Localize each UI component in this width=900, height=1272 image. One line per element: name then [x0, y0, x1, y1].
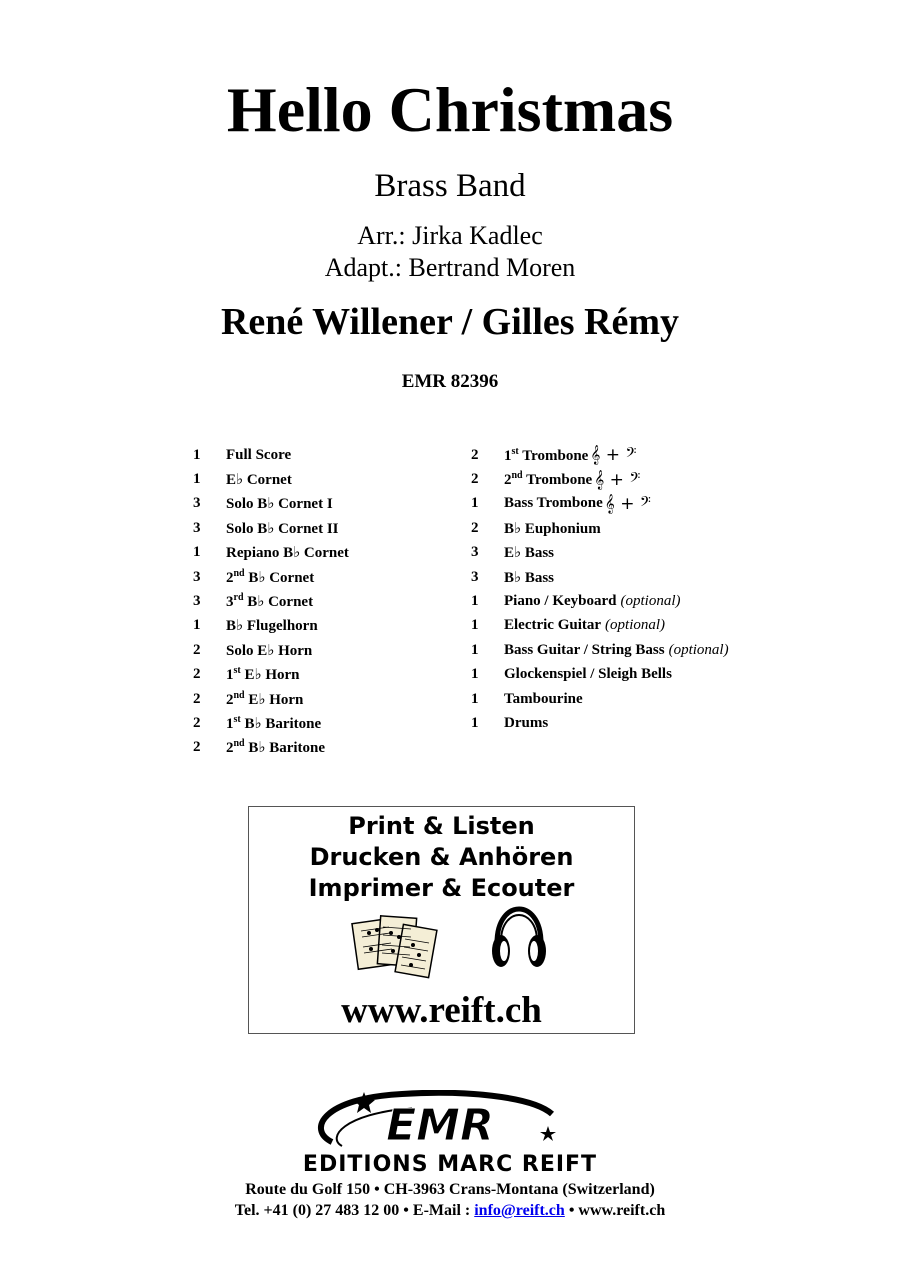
part-item [471, 589, 729, 613]
part-ordinal: 1 [226, 667, 234, 684]
part-quantity: 1 [471, 593, 479, 610]
part-ordinal: 2 [504, 472, 512, 489]
part-quantity: 1 [471, 495, 479, 512]
adapter-credit: Adapt.: Bertrand Moren [324, 253, 576, 282]
composers: René Willener / Gilles Rémy [220, 301, 680, 343]
part-item [193, 711, 349, 735]
part-quantity: 2 [193, 739, 201, 756]
clef-icon: 𝄞 + 𝄢 [604, 493, 651, 514]
arranger-credit: Arr.: Jirka Kadlec [357, 221, 543, 250]
optional-note: (optional) [668, 641, 729, 658]
part-name [226, 592, 313, 611]
part-quantity: 3 [193, 495, 201, 512]
part-name [226, 447, 291, 464]
part-item [193, 492, 349, 516]
part-name [504, 691, 583, 708]
part-item [193, 516, 349, 540]
part-label: Electric Guitar [504, 617, 602, 634]
part-item [471, 687, 729, 711]
part-quantity: 3 [193, 519, 201, 536]
print-listen-box [248, 806, 635, 1034]
part-name [226, 543, 349, 562]
part-item [471, 663, 729, 687]
part-name [504, 642, 665, 659]
promo-line-imprimer: Imprimer & Ecouter [308, 874, 575, 902]
ensemble-subtitle: Brass Band [374, 168, 526, 204]
part-quantity: 2 [193, 714, 201, 731]
part-name [504, 495, 603, 512]
part-label: Trombone [518, 447, 589, 464]
publisher-contact [0, 1201, 900, 1221]
promo-line-print-listen: Print & Listen [348, 812, 535, 840]
part-ordinal: 1 [504, 447, 512, 464]
part-item [471, 443, 729, 467]
contact-phone: Tel. +41 (0) 27 483 12 00 • E-Mail : [234, 1202, 475, 1219]
part-quantity: 3 [193, 568, 201, 585]
part-item [471, 492, 729, 516]
part-name [504, 593, 617, 610]
part-ordinal-suffix: nd [233, 567, 245, 579]
parts-list-right [471, 443, 729, 736]
part-name [226, 714, 321, 733]
part-quantity: 1 [193, 617, 201, 634]
part-item [471, 541, 729, 565]
contact-website: • www.reift.ch [564, 1202, 666, 1219]
part-ordinal-suffix: rd [233, 592, 244, 604]
part-quantity: 2 [471, 446, 479, 463]
part-ordinal-suffix: nd [511, 470, 523, 482]
part-item [193, 443, 349, 467]
part-name [226, 665, 299, 684]
part-quantity: 1 [471, 690, 479, 707]
clef-icon: 𝄞 + 𝄢 [590, 445, 637, 466]
email-link[interactable]: info@reift.ch [474, 1202, 565, 1219]
part-name [504, 446, 588, 465]
part-quantity: 3 [471, 544, 479, 561]
part-ordinal: 1 [226, 715, 234, 732]
part-label: E♭ Bass [504, 545, 555, 562]
part-quantity: 1 [471, 641, 479, 658]
part-name [504, 519, 601, 538]
part-label: B♭ Bass [504, 569, 555, 586]
part-name [226, 568, 314, 587]
part-label: B♭ Euphonium [504, 520, 601, 537]
part-name [226, 494, 333, 513]
part-ordinal: 2 [226, 569, 234, 586]
part-quantity: 1 [471, 714, 479, 731]
part-item [471, 516, 729, 540]
part-label: B♭ Cornet [244, 569, 315, 586]
headphones-icon [489, 905, 549, 971]
part-label: Tambourine [504, 690, 583, 707]
catalog-number: EMR 82396 [401, 371, 499, 392]
part-label: B♭ Baritone [244, 740, 326, 757]
part-quantity: 1 [193, 544, 201, 561]
part-name [226, 616, 318, 635]
clef-icon: 𝄞 + 𝄢 [594, 469, 641, 490]
part-quantity: 1 [471, 666, 479, 683]
part-item [471, 638, 729, 662]
part-item [193, 687, 349, 711]
part-name [226, 641, 312, 660]
promo-line-drucken: Drucken & Anhören [309, 843, 574, 871]
optional-note: (optional) [605, 617, 666, 634]
part-ordinal: 2 [226, 691, 234, 708]
part-quantity: 3 [471, 568, 479, 585]
part-item [471, 711, 729, 735]
part-label: Bass Trombone [504, 495, 603, 512]
part-ordinal-suffix: st [233, 713, 241, 725]
part-label: Bass Guitar / String Bass [504, 641, 665, 658]
part-label: Full Score [226, 446, 292, 463]
part-quantity: 2 [193, 666, 201, 683]
part-label: E♭ Cornet [226, 472, 292, 489]
part-name [226, 519, 339, 538]
part-item [471, 614, 729, 638]
publisher-address: Route du Golf 150 • CH-3963 Crans-Montana (Switzerland) [245, 1181, 655, 1198]
part-item [193, 614, 349, 638]
part-name [504, 666, 672, 683]
part-label: Glockenspiel / Sleigh Bells [504, 666, 672, 683]
optional-note: (optional) [620, 593, 681, 610]
part-quantity: 1 [193, 471, 201, 488]
part-name [504, 543, 554, 562]
page-title: Hello Christmas [226, 74, 674, 145]
part-ordinal-suffix: nd [233, 738, 245, 750]
part-quantity: 2 [193, 641, 201, 658]
part-name [226, 470, 292, 489]
parts-list-left [193, 443, 349, 760]
part-item [193, 467, 349, 491]
part-ordinal: 2 [226, 740, 234, 757]
part-item [193, 638, 349, 662]
part-item [193, 589, 349, 613]
emr-logo-text: EMR [386, 1100, 494, 1150]
part-label: Solo E♭ Horn [226, 642, 313, 659]
part-ordinal-suffix: st [233, 665, 241, 677]
emr-logo [312, 1090, 562, 1150]
part-quantity: 1 [193, 446, 201, 463]
part-name [504, 470, 592, 489]
part-ordinal-suffix: st [511, 445, 519, 457]
part-quantity: 2 [471, 471, 479, 488]
part-name [504, 715, 548, 732]
part-item [471, 565, 729, 589]
part-quantity: 2 [193, 690, 201, 707]
part-label: E♭ Horn [244, 691, 304, 708]
part-name [504, 617, 601, 634]
part-item [193, 663, 349, 687]
part-item [193, 565, 349, 589]
part-item [193, 736, 349, 760]
part-label: Repiano B♭ Cornet [226, 545, 349, 562]
part-ordinal-suffix: nd [233, 689, 245, 701]
part-label: B♭ Cornet [243, 594, 314, 611]
part-label: E♭ Horn [240, 667, 300, 684]
part-quantity: 2 [471, 519, 479, 536]
promo-website: www.reift.ch [341, 990, 542, 1031]
part-label: B♭ Baritone [240, 715, 322, 732]
part-label: Solo B♭ Cornet I [226, 496, 333, 513]
part-item [471, 467, 729, 491]
publisher-name: EDITIONS MARC REIFT [302, 1152, 598, 1177]
part-label: Solo B♭ Cornet II [226, 520, 339, 537]
part-label: Drums [504, 714, 549, 731]
part-ordinal: 3 [226, 594, 234, 611]
part-quantity: 1 [471, 617, 479, 634]
part-label: B♭ Flugelhorn [226, 618, 318, 635]
part-item [193, 541, 349, 565]
part-label: Piano / Keyboard [504, 593, 617, 610]
part-quantity: 3 [193, 593, 201, 610]
sheet-music-icon [349, 913, 439, 981]
part-label: Trombone [522, 472, 593, 489]
part-name [504, 568, 554, 587]
part-name [226, 738, 325, 757]
part-name [226, 690, 303, 709]
